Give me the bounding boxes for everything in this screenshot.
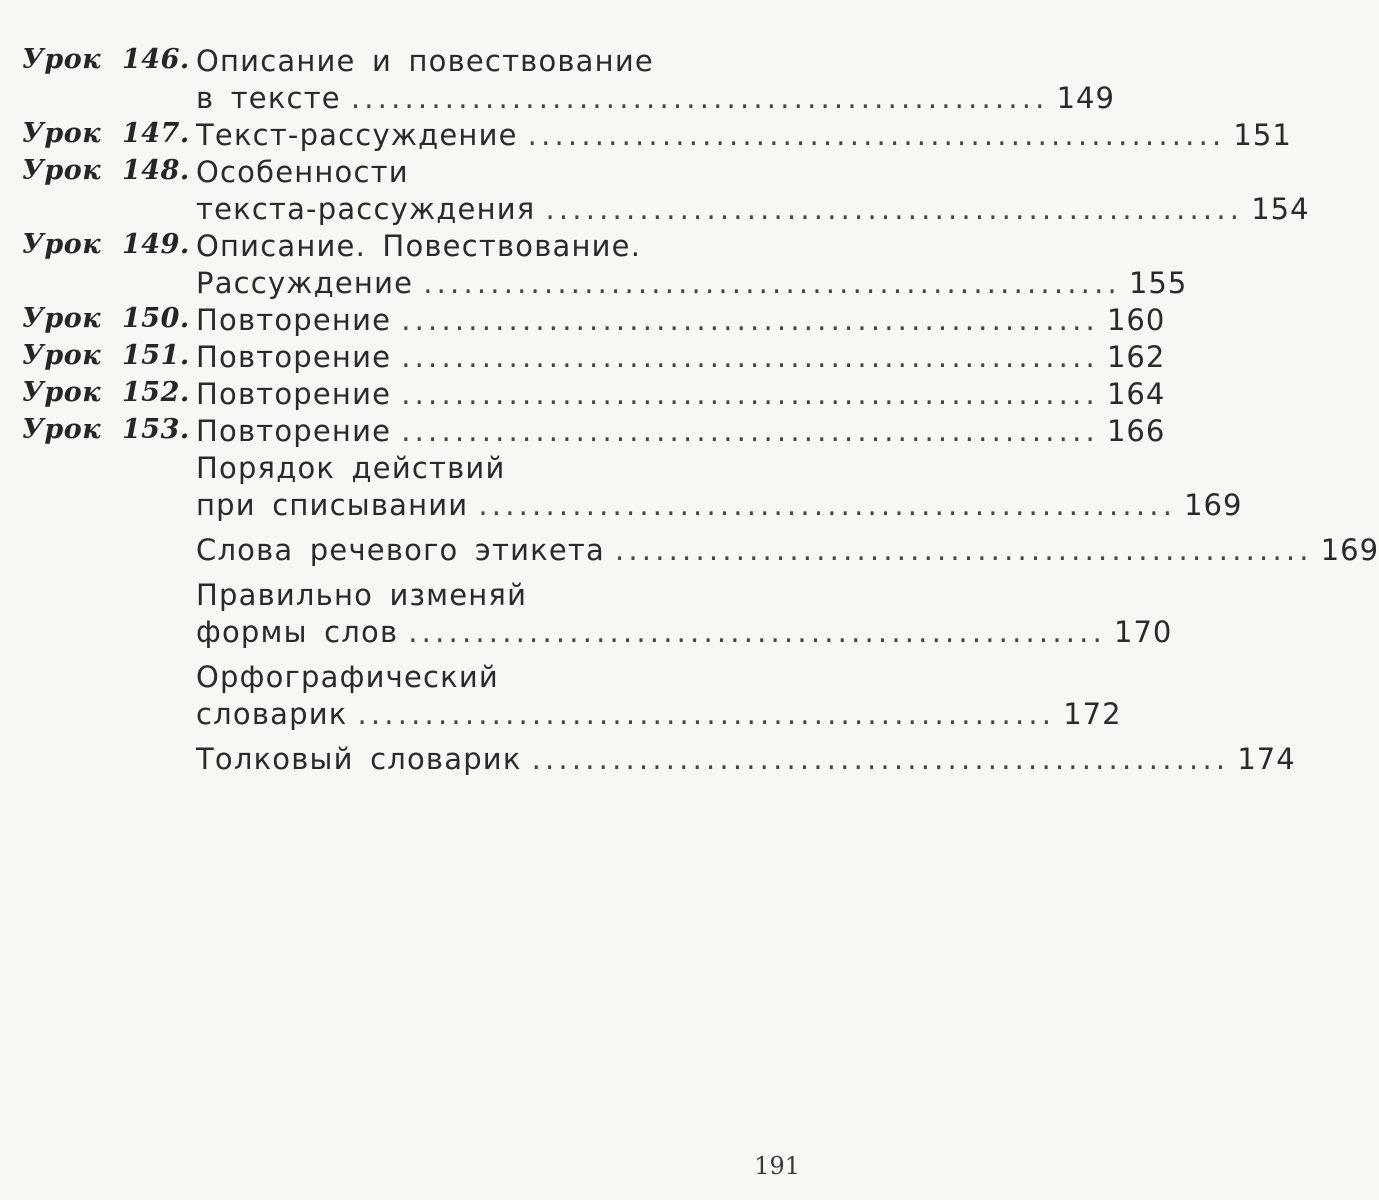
- entry-title: Повторение: [196, 340, 392, 374]
- entry-title: текста-рассуждения: [196, 192, 536, 226]
- entry-spacer: [0, 734, 900, 742]
- entry-spacer: [0, 652, 900, 660]
- entry-title: Описание и повествование: [196, 44, 654, 78]
- dot-leader: ....................................................: [545, 192, 1244, 226]
- lesson-label: [22, 118, 194, 155]
- toc-entry[interactable]: [0, 155, 1310, 229]
- entry-page: 166: [1106, 414, 1166, 448]
- dot-leader: ....................................................: [350, 81, 1049, 115]
- lesson-word: Урок: [22, 377, 102, 408]
- lesson-number: 149.: [122, 229, 190, 260]
- lesson-number: 151.: [122, 340, 190, 371]
- entry-line: [196, 697, 1122, 734]
- entry-page: 160: [1106, 303, 1166, 337]
- toc-entry[interactable]: [0, 118, 1292, 155]
- entry-spacer: [0, 570, 900, 578]
- entry-title: Повторение: [196, 414, 392, 448]
- dot-leader: ....................................................: [401, 414, 1099, 448]
- dot-leader: ....................................................: [401, 303, 1099, 337]
- entry-line: [196, 414, 1166, 451]
- lesson-number: 146.: [122, 44, 190, 75]
- toc-entry[interactable]: [0, 44, 1115, 118]
- lesson-number: 153.: [122, 414, 190, 445]
- entry-title: при списывании: [196, 488, 469, 522]
- dot-leader: ....................................................: [531, 742, 1230, 776]
- entry-page: 174: [1237, 742, 1296, 776]
- lesson-label: [22, 155, 194, 192]
- entry-spacer: [0, 525, 900, 533]
- toc-entry[interactable]: [0, 303, 1166, 340]
- lesson-word: Урок: [22, 414, 102, 445]
- entry-page: 164: [1106, 377, 1166, 411]
- lesson-label: [22, 414, 194, 451]
- lesson-number: 150.: [122, 303, 190, 334]
- lesson-word: Урок: [22, 340, 102, 371]
- entry-line: [196, 451, 900, 488]
- dot-leader: ....................................................: [478, 488, 1177, 522]
- entry-line: [196, 742, 1296, 779]
- entry-line: [196, 118, 1292, 155]
- entry-line: [196, 303, 1166, 340]
- entry-title: формы слов: [196, 615, 399, 649]
- entry-title: Описание. Повествование.: [196, 229, 642, 263]
- entry-line: [196, 155, 900, 192]
- toc-entry[interactable]: [0, 660, 1122, 742]
- entry-title: в тексте: [196, 81, 341, 115]
- lesson-label: [22, 44, 194, 81]
- lesson-word: Урок: [22, 229, 102, 260]
- entry-title: Правильно изменяй: [196, 578, 528, 612]
- dot-leader: ....................................................: [614, 533, 1313, 567]
- toc-entry[interactable]: [0, 578, 1173, 660]
- table-of-contents: [0, 44, 1379, 787]
- toc-entry[interactable]: [0, 533, 1379, 578]
- lesson-label: [22, 377, 194, 414]
- entry-title: Повторение: [196, 377, 392, 411]
- entry-page: 172: [1063, 697, 1122, 731]
- entry-title: Особенности: [196, 155, 409, 189]
- toc-entry[interactable]: [0, 451, 1243, 533]
- entry-page: 170: [1114, 615, 1173, 649]
- entry-title: Толковый словарик: [196, 742, 522, 776]
- toc-entry[interactable]: [0, 742, 1296, 787]
- entry-title: Орфографический: [196, 660, 499, 694]
- entry-line: [196, 229, 900, 266]
- entry-title: Порядок действий: [196, 451, 506, 485]
- entry-line: [196, 660, 900, 697]
- entry-title: Повторение: [196, 303, 392, 337]
- toc-entry[interactable]: [0, 414, 1166, 451]
- lesson-label: [22, 303, 194, 340]
- entry-line: [196, 266, 1188, 303]
- entry-line: [196, 377, 1166, 414]
- lesson-word: Урок: [22, 155, 102, 186]
- dot-leader: ....................................................: [401, 340, 1099, 374]
- entry-title: Рассуждение: [196, 266, 414, 300]
- entry-page: 155: [1128, 266, 1188, 300]
- lesson-word: Урок: [22, 44, 102, 75]
- entry-page: 154: [1251, 192, 1310, 226]
- dot-leader: ....................................................: [423, 266, 1121, 300]
- lesson-word: Урок: [22, 118, 102, 149]
- entry-title: словарик: [196, 697, 348, 731]
- lesson-number: 148.: [122, 155, 190, 186]
- toc-entry[interactable]: [0, 340, 1166, 377]
- entry-page: 162: [1106, 340, 1166, 374]
- entry-line: [196, 81, 1115, 118]
- entry-page: 169: [1184, 488, 1243, 522]
- entry-page: 151: [1233, 118, 1292, 152]
- toc-entry[interactable]: [0, 377, 1166, 414]
- entry-line: [196, 192, 1310, 229]
- entry-page: 169: [1320, 533, 1379, 567]
- lesson-number: 147.: [122, 118, 190, 149]
- toc-entry[interactable]: [0, 229, 1188, 303]
- dot-leader: ....................................................: [357, 697, 1056, 731]
- entry-line: [196, 578, 900, 615]
- entry-line: [196, 615, 1173, 652]
- page-number: 191: [754, 1152, 800, 1180]
- entry-line: [196, 533, 1379, 570]
- lesson-label: [22, 229, 194, 266]
- entry-line: [196, 340, 1166, 377]
- entry-title: Текст-рассуждение: [196, 118, 518, 152]
- entry-page: 149: [1056, 81, 1115, 115]
- lesson-number: 152.: [122, 377, 190, 408]
- entry-title: Слова речевого этикета: [196, 533, 605, 567]
- entry-line: [196, 488, 1243, 525]
- dot-leader: ....................................................: [401, 377, 1099, 411]
- lesson-label: [22, 340, 194, 377]
- entry-line: [196, 44, 900, 81]
- dot-leader: ....................................................: [527, 118, 1226, 152]
- lesson-word: Урок: [22, 303, 102, 334]
- dot-leader: ....................................................: [408, 615, 1107, 649]
- entry-spacer: [0, 779, 900, 787]
